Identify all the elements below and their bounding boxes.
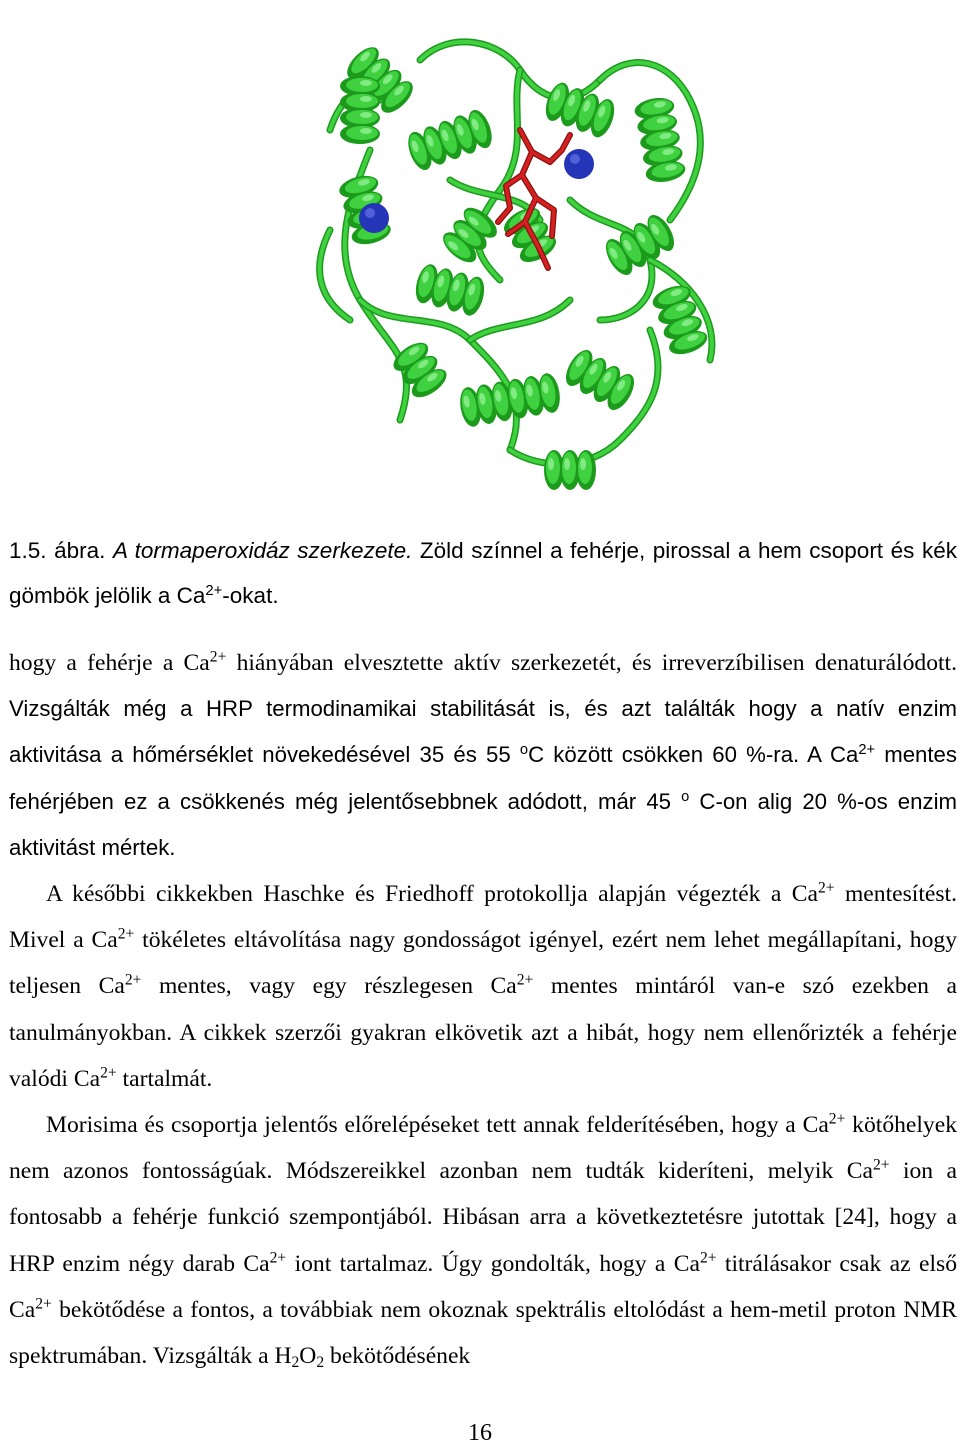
superscript: 2+ xyxy=(205,582,223,599)
superscript: 2+ xyxy=(872,1156,890,1174)
paragraph-3 xyxy=(9,1102,957,1379)
text-run: hiányában elvesztette aktív szerkezetét, és irreverzíbilisen denaturálódott. xyxy=(226,650,957,676)
subscript: 2 xyxy=(291,1353,300,1371)
alpha-helix xyxy=(633,95,687,185)
loop-strand-highlight xyxy=(420,42,600,98)
text-run: ion a fontosabb a fehérje funkció szempontjából. Hibásan arra a következtetésre jutottak [24], hogy a HRP enzim négy darab Ca xyxy=(9,1158,957,1277)
text-run: O xyxy=(299,1343,317,1370)
alpha-helix xyxy=(457,372,562,429)
loop-strand xyxy=(420,42,600,98)
alpha-helix xyxy=(404,107,497,173)
alpha-helix xyxy=(412,262,488,318)
text-run: mentes mintáról van-e szó ezekben a tanulmányokban. A cikkek szerzői gyakran elkövetik azt a hibát, hogy nem ellenőrizték a fehérje valódi Ca xyxy=(9,973,957,1092)
alpha-helix xyxy=(340,76,380,144)
superscript: 2+ xyxy=(35,1295,52,1313)
alpha-helix xyxy=(544,450,596,490)
alpha-helix xyxy=(541,80,619,141)
calcium-ion-sphere xyxy=(359,203,389,233)
superscript: 2+ xyxy=(117,925,135,943)
superscript: 2+ xyxy=(124,971,142,989)
alpha-helix xyxy=(438,202,502,268)
text-run: Morisima és csoportja jelentős előrelépéseket tett annak felderítésében, hogy a Ca xyxy=(46,1112,829,1139)
alpha-helix xyxy=(389,337,452,403)
superscript: 2+ xyxy=(817,879,835,897)
text-run: C között csökken 60 %-ra. A Ca xyxy=(528,742,859,768)
superscript: o xyxy=(519,742,529,759)
text-run: iont tartalmaz. Úgy gondolták, hogy a Ca xyxy=(286,1250,700,1277)
caption-text: Zöld színnel a fehérje, pirossal a hem csoport és kék gömbök jelölik a Ca xyxy=(9,538,957,608)
superscript: o xyxy=(681,788,690,805)
text-run: hogy a fehérje a Ca xyxy=(9,650,210,676)
text-run: kötőhelyek nem azonos fontosságúak. Módszereikkel azonban nem tudták kideríteni, melyik Ca xyxy=(9,1112,957,1185)
caption-text: -okat. xyxy=(222,583,279,608)
alpha-helix xyxy=(561,346,640,415)
text-run: tartalmát. xyxy=(116,1065,213,1092)
caption-label: 1.5. ábra. xyxy=(9,538,106,563)
protein-structure-image xyxy=(270,0,750,505)
calcium-ion-sphere xyxy=(564,149,594,179)
superscript: 2+ xyxy=(858,742,876,759)
subscript: 2 xyxy=(316,1353,325,1371)
text-run: mentesítést. Mivel a Ca xyxy=(9,881,957,954)
text-run: titrálásakor csak az első Ca xyxy=(9,1250,958,1323)
text-run: mentes fehérjében ez a csökkenés még jelentősebbnek adódott, már 45 xyxy=(9,742,957,814)
loop-strand-highlight xyxy=(470,300,570,340)
text-run: bekötődése a fontos, a továbbiak nem okoznak spektrális eltolódást a hem-metil proton NMR spektrumában. Vizsgálták a H xyxy=(9,1296,957,1370)
body-text xyxy=(9,640,957,1379)
superscript: 2+ xyxy=(699,1249,717,1267)
text-run: Vizsgálták még a HRP termodinamikai stabilitását is, és azt találták hogy a natív enzim aktivitása a hőmérséklet növekedésével 35 és 55 xyxy=(9,696,957,768)
text-run: C-on alig 20 %-os enzim aktivitást mértek. xyxy=(9,788,957,860)
superscript: 2+ xyxy=(828,1110,846,1128)
text-run: A későbbi cikkekben Haschke és Friedhoff protokollja alapján végezték a Ca xyxy=(46,881,818,908)
paragraph-2 xyxy=(9,871,957,1102)
protein-structure-figure xyxy=(270,0,750,505)
superscript: 2+ xyxy=(269,1249,287,1267)
superscript: 2+ xyxy=(100,1064,117,1082)
text-run: mentes, vagy egy részlegesen Ca xyxy=(141,973,517,1000)
caption-title: A tormaperoxidáz szerkezete. xyxy=(112,538,413,563)
paragraph-1 xyxy=(9,640,957,871)
figure-caption xyxy=(9,528,957,618)
superscript: 2+ xyxy=(209,648,227,666)
text-run: tökéletes eltávolítása nagy gondosságot igényel, ezért nem lehet megállapítani, hogy teljesen Ca xyxy=(9,927,957,1000)
superscript: 2+ xyxy=(516,971,534,989)
page-number: 16 xyxy=(468,1420,492,1446)
text-run: bekötődésének xyxy=(324,1343,471,1370)
